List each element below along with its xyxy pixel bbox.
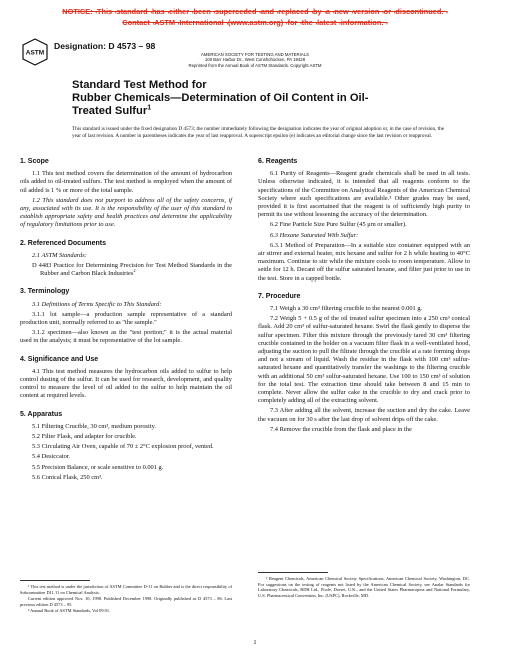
notice-line-1: NOTICE:¬This¬standard¬has¬either¬been¬superceded¬and¬replaced¬by¬a¬new¬version¬or¬discontinued.¬	[62, 7, 448, 16]
apparatus-item: 5.5 Precision Balance, or scale sensitive to 0.001 g.	[32, 463, 164, 471]
right-footnotes	[258, 576, 470, 599]
designation: Designation: D 4573 – 98	[54, 41, 156, 51]
apparatus-item: 5.2 Filter Flask, and adapter for crucible.	[32, 433, 137, 441]
section-heading-apparatus: 5. Apparatus	[20, 410, 63, 418]
paragraph-2-1: 2.1 ASTM Standards:	[32, 251, 87, 259]
logo-text: ASTM	[25, 49, 45, 57]
paragraph-6-1: 6.1 Purity of Reagents—Reagent grade chemicals shall be used in all tests. Unless otherwise indicated, it is intended that all reagents conform to the specifications of the Committee on Analytical Reagents of the American Chemical Society where such specifications are available.³ Other grades may be used, provided it is first ascertained that the reagent is of sufficiently high purity to permit its use without lessening the accuracy of the determination.	[258, 170, 470, 219]
footnote-3: ³ Reagent Chemicals, American Chemical Society Specifications, American Chemical Society, Washington, DC. For suggestions on the testing of reagents not listed by the American Chemical Society, see Analar Standards for Laboratory Chemicals, BDH Ltd., Poole, Dorset, U.K., and the United States Pharmacopeia and National Formulary, U.S. Pharmaceutical Convention, Inc. (USPC), Rockville, MD.	[258, 576, 470, 598]
footnote-1: ¹ This test method is under the jurisdiction of ASTM Committee D-11 on Rubber and is the direct responsibility of Subcommittee D11.11 on Chemical Analysis.	[20, 584, 232, 595]
footnote-1-edition: Current edition approved Nov. 10, 1998. Published December 1998. Originally published as D 4573 – 86. Last previous edition D 4573 – 95.	[20, 596, 232, 607]
document-title	[72, 79, 402, 118]
paragraph-6-2: 6.2 Fine Particle Size Pure Sulfur (45 μm or smaller).	[270, 221, 407, 229]
reference-d4483: D 4483 Practice for Determining Precision for Test Method Standards in the Rubber and Carbon Black Industries$^2$	[32, 262, 232, 278]
paragraph-7-1: 7.1 Weigh a 30 cm³ filtering crucible to the nearest 0.001 g.	[270, 305, 423, 313]
publisher-line: Reprinted from the Annual Book of ASTM Standards. Copyright ASTM	[188, 62, 322, 68]
paragraph-7-3: 7.3 After adding all the solvent, increase the suction and dry the cake. Leave the vacuum on for 30 s after the last drop of solvent drips off the cake.	[258, 407, 470, 423]
apparatus-item: 5.3 Circulating Air Oven, capable of 70 ± 2°C explosion proof, vented.	[32, 443, 214, 451]
paragraph-1-2: 1.2 This standard does not purport to address all of the safety concerns, if any, associated with its use. It is the responsibility of the user of this standard to establish appropriate safety and health practices and determine the applicability of regulatory limitations prior to use.	[20, 196, 232, 229]
publisher-block	[170, 52, 340, 68]
paragraph-3-1-1: 3.1.1 lot sample—a production sample representative of a standard production unit, normally referred to as "the sample."	[20, 310, 232, 327]
footnote-rule-left	[20, 580, 90, 581]
paragraph-7-4: 7.4 Remove the crucible from the flask and place in the	[270, 425, 412, 433]
left-footnotes	[20, 584, 232, 615]
section-heading-significance: 4. Significance and Use	[20, 355, 99, 363]
section-heading-terminology: 3. Terminology	[20, 288, 70, 296]
section-heading-referenced-documents: 2. Referenced Documents	[20, 239, 106, 247]
footnote-rule-right	[258, 572, 328, 573]
paragraph-6-3-1: 6.3.1 Method of Preparation—In a suitable size container equipped with an air stirrer and external heater, mix hexane and sulfur for 2 h while heating to 40°C maximum. Continue to stir while the mixture cools to room temperature. Allow to settle for 12 h. Decant off the sulfur saturated hexane, and filter just prior to use in the test. Store in a capped bottle.	[258, 241, 470, 282]
title-line-1: Standard Test Method for	[72, 79, 207, 91]
apparatus-item: 5.4 Desiccator.	[32, 453, 71, 461]
paragraph-3-1: 3.1 Definitions of Terms Specific to This Standard:	[32, 300, 162, 308]
title-line-2: Rubber Chemicals—Determination of Oil Content in Oil-	[72, 92, 369, 104]
section-heading-reagents: 6. Reagents	[258, 158, 298, 165]
apparatus-item: 5.6 Conical Flask, 250 cm³.	[32, 473, 103, 481]
paragraph-7-2: 7.2 Weigh 5 + 0.5 g of the oil treated sulfur specimen into a 250 cm³ conical flask. Add 20 cm³ of sulfur-saturated hexane. Swirl the flask gently to disperse the sulfur specimen. Filter this mixture through the previously tared 30 cm³ filtering crucible contained in the holder on a vacuum filter flask in a well-ventilated hood, adjusting the suction to pull the filtrate through the crucible at a rate forming drops and not a stream of liquid. Wash the residue in the flask with 100 cm³ sulfur-saturated hexane and quantitatively transfer the washings to the filtering crucible with an additional 50 cm³ sulfur-saturated hexane. Use 100 to 150 cm³ of solution for the total test. The extraction time should take between 8 and 15 min to complete. Never allow the sulfur cake in the crucible to dry and crack prior to completely adding all of the extracting solvent.	[258, 315, 470, 405]
withdrawn-notice	[40, 6, 470, 28]
paragraph-6-3: 6.3 Hexane Saturated With Sulfur:	[270, 231, 359, 239]
notice-line-2: Contact¬ASTM¬International¬(www.astm.org)¬for¬the¬latest¬information.¬	[122, 18, 388, 27]
issuance-note: This standard is issued under the fixed designation D 4573; the number immediately following the designation indicates the year of original adoption or, in the case of revision, the year of last revision. A number in parentheses indicates the year of last reapproval. A superscript epsilon (e) indicates an editorial change since the last revision or reapproval.	[72, 126, 445, 139]
paragraph-4-1: 4.1 This test method measures the hydrocarbon oils added to sulfur to help control dusting of the sulfur. It can be used for research, development, and quality control to measure the level of oil added to the sulfur to help maintain the oil content at required levels.	[20, 367, 232, 400]
left-column	[20, 158, 232, 484]
title-footnote-mark: 1	[147, 104, 152, 112]
section-heading-procedure: 7. Procedure	[258, 292, 301, 300]
paragraph-1-1: 1.1 This test method covers the determination of the amount of hydrocarbon oils added to oil-treated sulfurs. The test method is employed when the amount of oil added is 1 % or more of the total sample.	[20, 170, 232, 194]
title-line-3: Treated Sulfur$^1$	[72, 104, 152, 117]
astm-logo-icon	[22, 38, 48, 66]
right-column	[258, 158, 470, 436]
apparatus-item: 5.1 Filtering Crucible, 30 cm³, medium porosity.	[32, 422, 156, 430]
page-number: 1	[253, 639, 257, 646]
publisher-line: 100 Barr Harbor Dr., West Conshohocken, PA 19428	[204, 57, 306, 63]
footnote-2: ² Annual Book of ASTM Standards, Vol 09.01.	[28, 608, 111, 614]
section-heading-scope: 1. Scope	[20, 158, 49, 165]
paragraph-3-1-2: 3.1.2 specimen—also known as the "test portion;" it is the actual material used in the analysis; it must be representative of the lot sample.	[20, 329, 232, 345]
publisher-line: AMERICAN SOCIETY FOR TESTING AND MATERIALS	[201, 52, 309, 57]
